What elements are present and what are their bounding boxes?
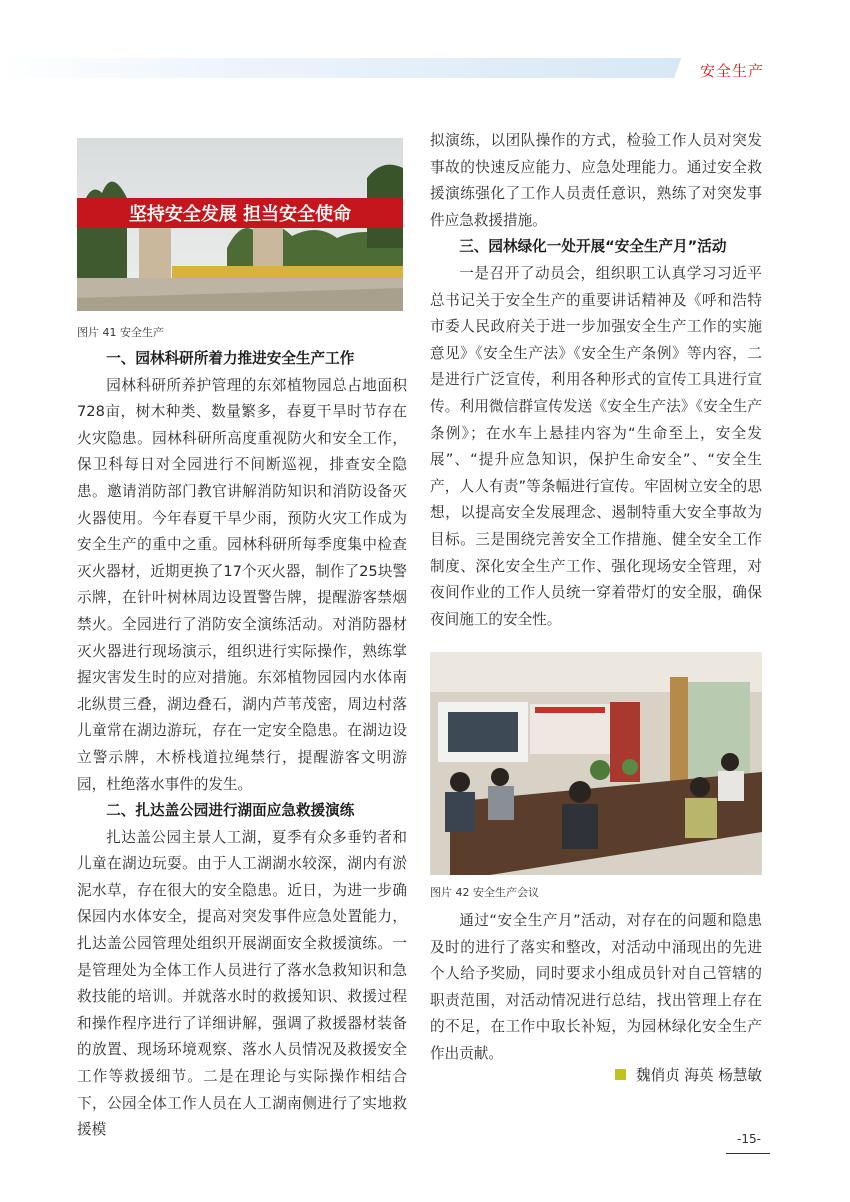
paragraph-section-2-continued: 拟演练，以团队操作的方式，检验工作人员对突发事故的快速反应能力、应急处理能力。通过安全救援演练强化了工作人员责任意识，熟练了对突发事件应急救援措施。 [430, 132, 762, 229]
heading-section-2: 二、扎达盖公园进行湖面应急救援演练 [106, 802, 355, 820]
page-number-underline [726, 1153, 770, 1154]
banner-text: 坚持安全发展 担当安全使命 [128, 204, 352, 225]
figure-41-caption: 图片 41 安全生产 [77, 326, 164, 339]
paragraph-section-2: 扎达盖公园主景人工湖，夏季有众多垂钓者和儿童在湖边玩耍。由于人工湖湖水较深，湖内有淤泥水草，存在很大的安全隐患。近日，为进一步确保园内水体安全，提高对突发事件应急处置能力，扎达盖公园管理处组织开展湖面安全救援演练。一是管理处为全体工作人员进行了落水急救知识和急救技能的培训。并就落水时的救援知识、救援过程和操作程序进行了详细讲解，强调了救援器材装备的放置、现场环境观察、落水人员情况及救援安全工作等救援细节。二是在理论与实际操作相结合下，公园全体工作人员在人工湖南侧进行了实地救援模 [77, 828, 407, 1139]
paragraph-section-3: 一是召开了动员会，组织职工认真学习习近平总书记关于安全生产的重要讲话精神及《呼和浩特市委人民政府关于进一步加强安全生产工作的实施意见》《安全生产法》《安全生产条例》等内容，二是进行广泛宣传，利用各种形式的宣传工具进行宣传。利用微信群宣传发送《安全生产法》《安全生产条例》；在水车上悬挂内容为“生命至上，安全发展”、“提升应急知识，保护生命安全”、“安全生产，人人有责”等条幅进行宣传。牢固树立安全的思想，以提高安全发展理念、遏制特重大安全事故为目标。三是围绕完善安全工作措施、健全安全工作制度、深化安全生产工作、强化现场安全管理，对夜间作业的工作人员统一穿着带灯的安全服，确保夜间施工的安全性。 [430, 264, 762, 628]
section-title: 安全生产 [700, 62, 765, 80]
right-column [430, 128, 762, 633]
right-column-bottom [430, 908, 762, 1068]
photo-safety-banner [77, 138, 403, 311]
photo-safety-meeting [430, 652, 762, 875]
paragraph-section-1: 园林科研所养护管理的东郊植物园总占地面积728亩，树木种类、数量繁多，春夏干旱时节存在火灾隐患。园林科研所高度重视防火和安全工作，保卫科每日对全园进行不间断巡视，排查安全隐患。邀请消防部门教官讲解消防知识和消防设备灭火器使用。今年春夏干旱少雨，预防火灾工作成为安全生产的重中之重。园林科研所每季度集中检查灭火器材，近期更换了17个灭火器，制作了25块警示牌，在针叶树林周边设置警告牌，提醒游客禁烟禁火。全园进行了消防安全演练活动。对消防器材灭火器进行现场演示，组织进行实际操作，熟练掌握灾害发生时的应对措施。东郊植物园园内水体南北纵贯三叠，湖边叠石，湖内芦苇茂密，周边村落儿童常在湖边游玩，存在一定安全隐患。在湖边设立警示牌，木桥栈道拉绳禁行，提醒游客文明游园，杜绝落水事件的发生。 [77, 376, 407, 793]
author-square-icon [615, 1069, 626, 1080]
figure-42-caption: 图片 42 安全生产会议 [430, 886, 539, 899]
heading-section-3: 三、园林绿化一处开展“安全生产月”活动 [459, 238, 727, 256]
left-column [77, 346, 407, 1144]
heading-section-1: 一、园林科研所着力推进安全生产工作 [106, 350, 355, 367]
paragraph-conclusion: 通过“安全生产月”活动，对存在的问题和隐患及时的进行了落实和整改，对活动中涌现出的先进个人给予奖励，同时要求小组成员针对自己管辖的职责范围，对活动情况进行总结，找出管理上存在的不足，在工作中取长补短，为园林绿化安全生产作出贡献。 [430, 912, 762, 1062]
page-number: -15- [737, 1132, 761, 1146]
authors: 魏俏贞 海英 杨慧敏 [635, 1067, 762, 1084]
author-line [615, 1064, 762, 1085]
